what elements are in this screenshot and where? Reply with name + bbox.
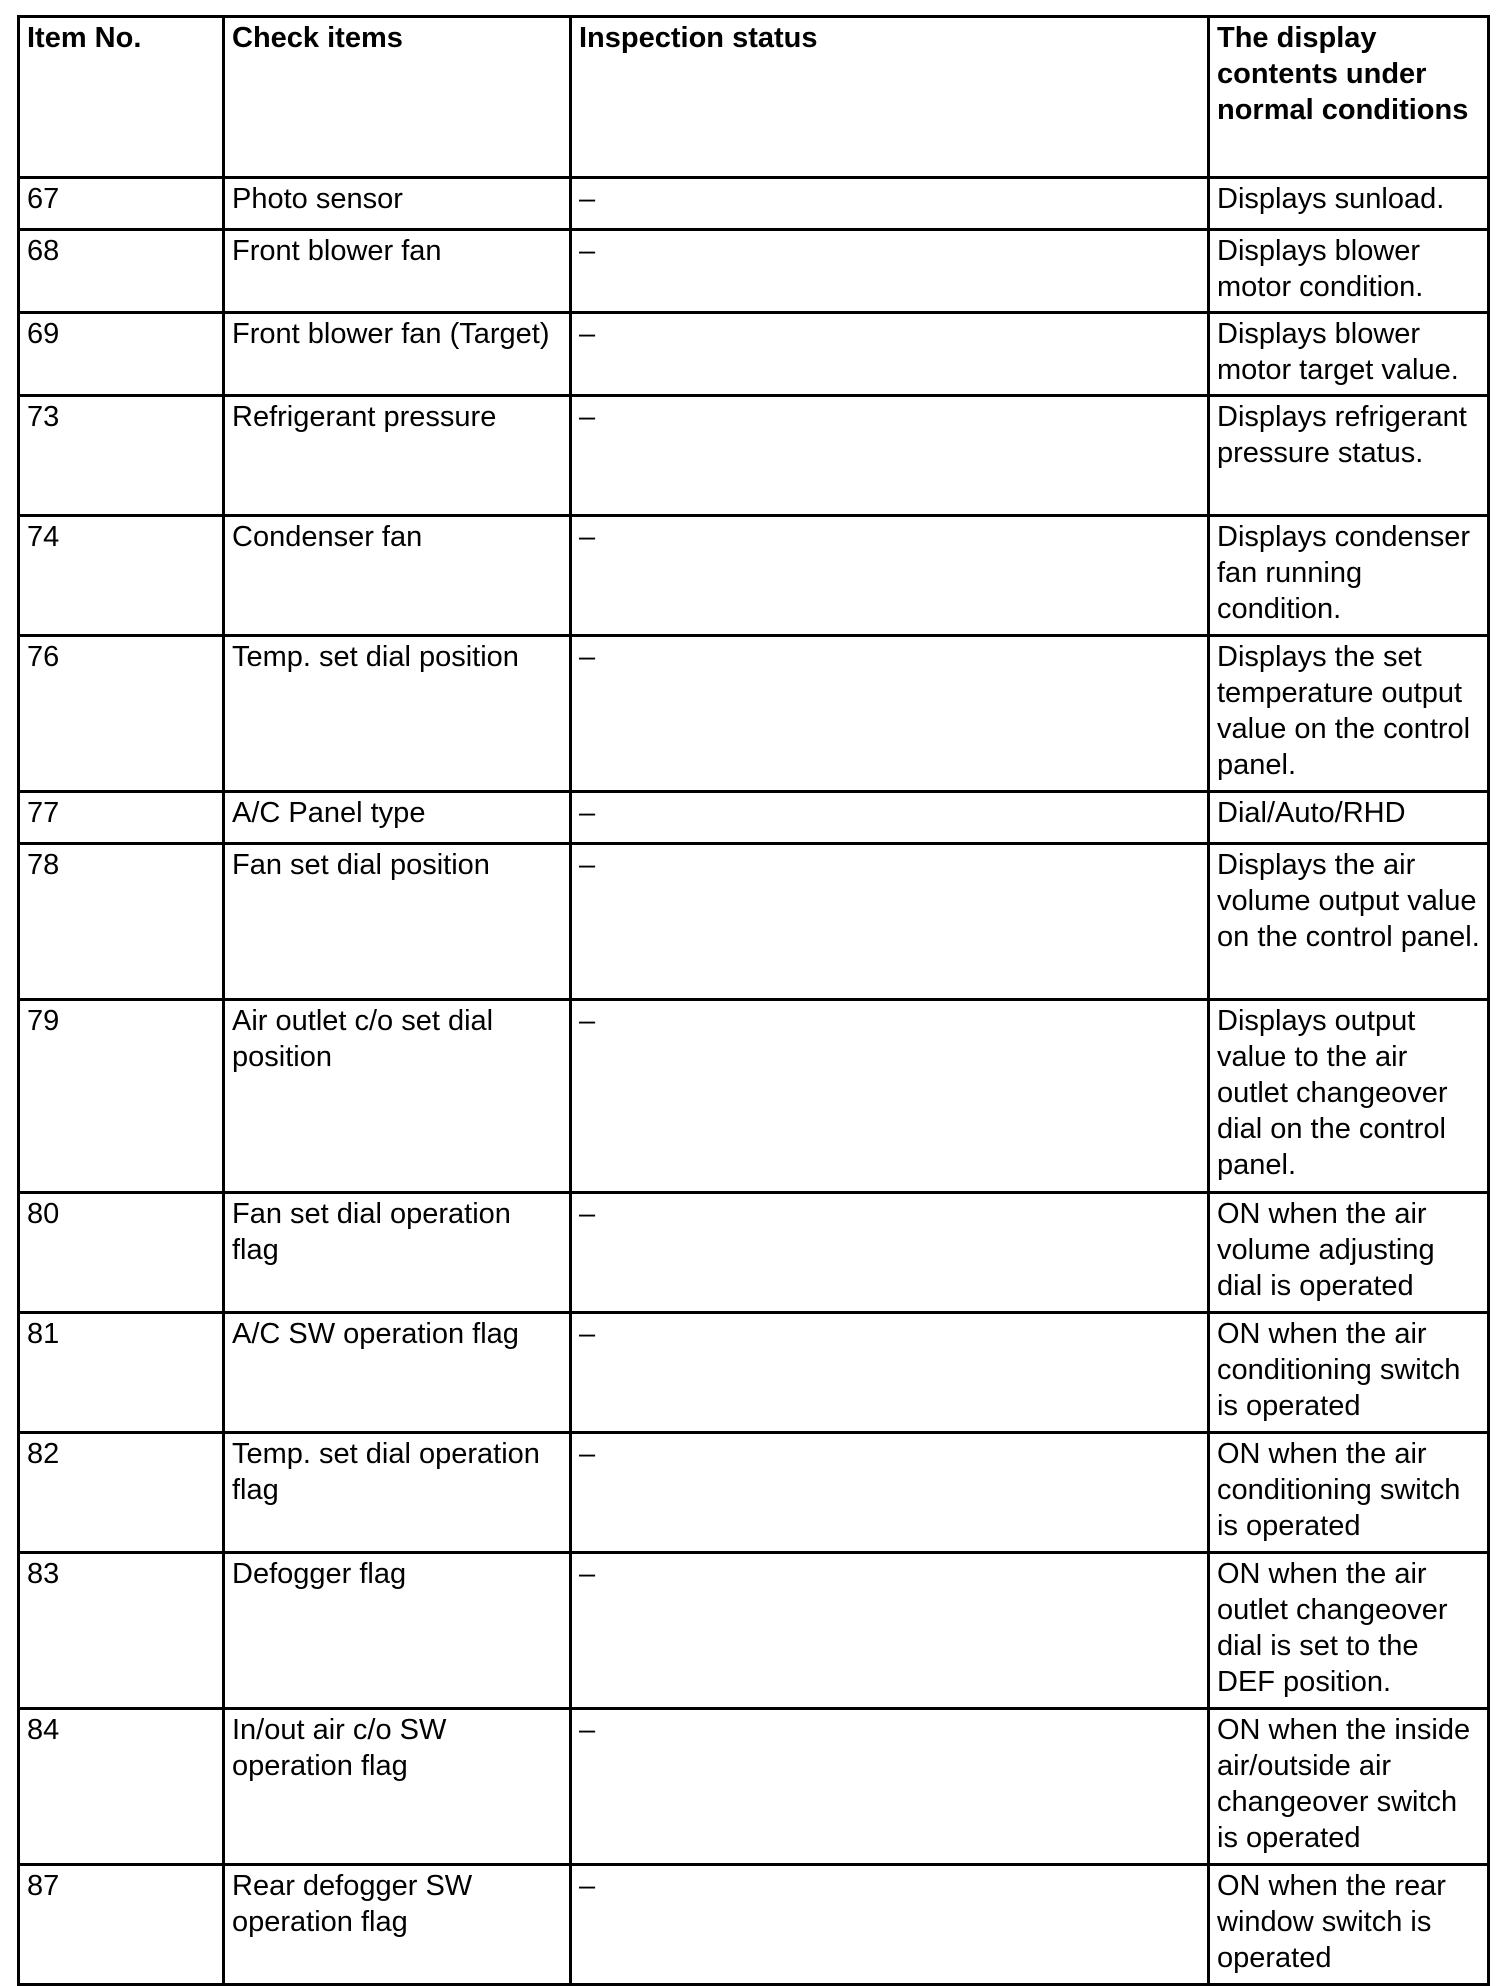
header-display-contents: The display contents under normal conditions bbox=[1209, 17, 1489, 178]
header-inspection-status: Inspection status bbox=[571, 17, 1209, 178]
check-item-cell: Air outlet c/o set dial position bbox=[224, 1000, 571, 1193]
header-check-items: Check items bbox=[224, 17, 571, 178]
display-contents-cell: Displays the set temperature output value on the control panel. bbox=[1209, 636, 1489, 792]
check-item-cell: Temp. set dial operation flag bbox=[224, 1433, 571, 1553]
table-row bbox=[19, 792, 1489, 844]
table-row bbox=[19, 516, 1489, 636]
table-row bbox=[19, 1433, 1489, 1553]
inspection-status-cell: – bbox=[571, 396, 1209, 516]
item-no-cell: 69 bbox=[19, 313, 224, 396]
table-row bbox=[19, 178, 1489, 230]
display-contents-cell: Displays refrigerant pressure status. bbox=[1209, 396, 1489, 516]
table-row bbox=[19, 1553, 1489, 1709]
item-no-cell: 80 bbox=[19, 1193, 224, 1313]
item-no-cell: 77 bbox=[19, 792, 224, 844]
table-row bbox=[19, 396, 1489, 516]
display-contents-cell: ON when the air conditioning switch is operated bbox=[1209, 1433, 1489, 1553]
table-row bbox=[19, 636, 1489, 792]
item-no-cell: 87 bbox=[19, 1865, 224, 1985]
inspection-table bbox=[17, 15, 1490, 1986]
check-item-cell: Refrigerant pressure bbox=[224, 396, 571, 516]
inspection-status-cell: – bbox=[571, 1193, 1209, 1313]
item-no-cell: 82 bbox=[19, 1433, 224, 1553]
inspection-status-cell: – bbox=[571, 792, 1209, 844]
inspection-status-cell: – bbox=[571, 1553, 1209, 1709]
header-item-no: Item No. bbox=[19, 17, 224, 178]
item-no-cell: 83 bbox=[19, 1553, 224, 1709]
inspection-status-cell: – bbox=[571, 1000, 1209, 1193]
display-contents-cell: Displays blower motor condition. bbox=[1209, 230, 1489, 313]
display-contents-cell: ON when the air outlet changeover dial is set to the DEF position. bbox=[1209, 1553, 1489, 1709]
display-contents-cell: ON when the rear window switch is operated bbox=[1209, 1865, 1489, 1985]
table-row bbox=[19, 1709, 1489, 1865]
table-row bbox=[19, 1000, 1489, 1193]
check-item-cell: Condenser fan bbox=[224, 516, 571, 636]
check-item-cell: Front blower fan bbox=[224, 230, 571, 313]
display-contents-cell: ON when the air volume adjusting dial is operated bbox=[1209, 1193, 1489, 1313]
inspection-status-cell: – bbox=[571, 516, 1209, 636]
inspection-status-cell: – bbox=[571, 178, 1209, 230]
table-row bbox=[19, 313, 1489, 396]
inspection-status-cell: – bbox=[571, 1433, 1209, 1553]
table-row bbox=[19, 1313, 1489, 1433]
display-contents-cell: Dial/Auto/RHD bbox=[1209, 792, 1489, 844]
table-row bbox=[19, 844, 1489, 1000]
item-no-cell: 76 bbox=[19, 636, 224, 792]
check-item-cell: Defogger flag bbox=[224, 1553, 571, 1709]
table-row bbox=[19, 230, 1489, 313]
check-item-cell: Front blower fan (Target) bbox=[224, 313, 571, 396]
inspection-status-cell: – bbox=[571, 1313, 1209, 1433]
inspection-status-cell: – bbox=[571, 844, 1209, 1000]
check-item-cell: Photo sensor bbox=[224, 178, 571, 230]
display-contents-cell: Displays the air volume output value on the control panel. bbox=[1209, 844, 1489, 1000]
check-item-cell: A/C SW operation flag bbox=[224, 1313, 571, 1433]
table-header-row bbox=[19, 17, 1489, 178]
inspection-status-cell: – bbox=[571, 230, 1209, 313]
inspection-status-cell: – bbox=[571, 1865, 1209, 1985]
item-no-cell: 67 bbox=[19, 178, 224, 230]
display-contents-cell: Displays sunload. bbox=[1209, 178, 1489, 230]
table-row bbox=[19, 1193, 1489, 1313]
item-no-cell: 78 bbox=[19, 844, 224, 1000]
item-no-cell: 73 bbox=[19, 396, 224, 516]
inspection-status-cell: – bbox=[571, 1709, 1209, 1865]
inspection-status-cell: – bbox=[571, 636, 1209, 792]
inspection-status-cell: – bbox=[571, 313, 1209, 396]
check-item-cell: Rear defogger SW operation flag bbox=[224, 1865, 571, 1985]
item-no-cell: 84 bbox=[19, 1709, 224, 1865]
display-contents-cell: ON when the inside air/outside air changeover switch is operated bbox=[1209, 1709, 1489, 1865]
check-item-cell: Fan set dial operation flag bbox=[224, 1193, 571, 1313]
item-no-cell: 74 bbox=[19, 516, 224, 636]
item-no-cell: 81 bbox=[19, 1313, 224, 1433]
check-item-cell: Temp. set dial position bbox=[224, 636, 571, 792]
item-no-cell: 79 bbox=[19, 1000, 224, 1193]
display-contents-cell: Displays output value to the air outlet changeover dial on the control panel. bbox=[1209, 1000, 1489, 1193]
check-item-cell: A/C Panel type bbox=[224, 792, 571, 844]
check-item-cell: Fan set dial position bbox=[224, 844, 571, 1000]
display-contents-cell: Displays blower motor target value. bbox=[1209, 313, 1489, 396]
item-no-cell: 68 bbox=[19, 230, 224, 313]
display-contents-cell: ON when the air conditioning switch is operated bbox=[1209, 1313, 1489, 1433]
check-item-cell: In/out air c/o SW operation flag bbox=[224, 1709, 571, 1865]
table-row bbox=[19, 1865, 1489, 1985]
display-contents-cell: Displays condenser fan running condition. bbox=[1209, 516, 1489, 636]
